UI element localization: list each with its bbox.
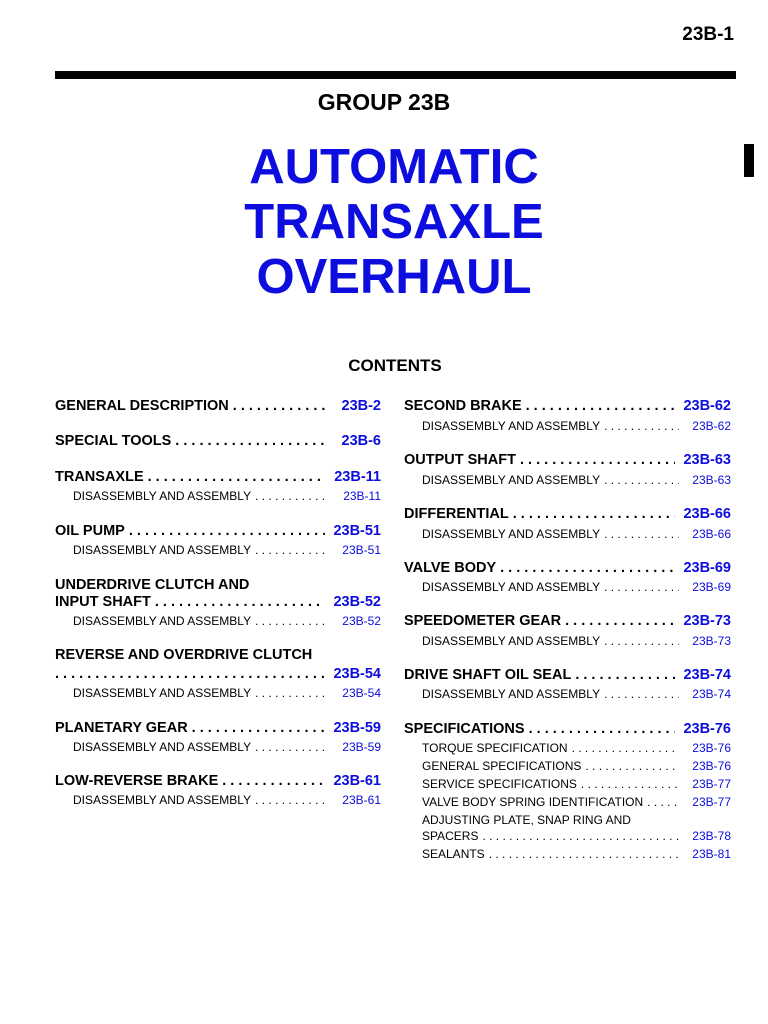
dot-leader bbox=[155, 594, 325, 610]
dot-leader bbox=[572, 741, 679, 755]
toc-entry-title: DISASSEMBLY AND ASSEMBLY bbox=[422, 527, 601, 541]
toc-entry[interactable] bbox=[404, 613, 731, 629]
toc-entry-page[interactable]: 23B-78 bbox=[692, 829, 731, 843]
toc-entry-page[interactable]: 23B-61 bbox=[333, 773, 381, 789]
toc-entry[interactable] bbox=[55, 773, 381, 789]
toc-entry[interactable] bbox=[55, 594, 381, 610]
dot-leader bbox=[581, 777, 679, 791]
toc-entry-title: SPACERS bbox=[422, 829, 479, 843]
toc-entry-title: DISASSEMBLY AND ASSEMBLY bbox=[422, 687, 601, 701]
dot-leader bbox=[255, 543, 329, 557]
toc-entry-title: VALVE BODY bbox=[404, 560, 497, 576]
toc-entry[interactable] bbox=[404, 721, 731, 737]
dot-leader bbox=[529, 721, 675, 737]
header-rule bbox=[55, 71, 736, 79]
toc-entry-title: DISASSEMBLY AND ASSEMBLY bbox=[73, 489, 252, 503]
contents-heading: CONTENTS bbox=[348, 356, 442, 375]
toc-entry-page[interactable]: 23B-81 bbox=[692, 847, 731, 861]
toc-subentry[interactable] bbox=[404, 687, 731, 701]
dot-leader bbox=[489, 847, 679, 861]
toc-entry-page[interactable]: 23B-51 bbox=[342, 543, 381, 557]
dot-leader bbox=[565, 613, 675, 629]
dot-leader bbox=[148, 469, 325, 485]
toc-entry-title: TRANSAXLE bbox=[55, 469, 144, 485]
toc-subentry[interactable] bbox=[55, 543, 381, 557]
toc-subentry[interactable] bbox=[404, 580, 731, 594]
toc-entry-title: GENERAL SPECIFICATIONS bbox=[422, 759, 582, 773]
toc-entry-title: PLANETARY GEAR bbox=[55, 720, 188, 736]
toc-entry-title: OUTPUT SHAFT bbox=[404, 452, 516, 468]
toc-entry-page[interactable]: 23B-73 bbox=[683, 613, 731, 629]
toc-entry-page[interactable]: 23B-61 bbox=[342, 793, 381, 807]
dot-leader bbox=[482, 829, 679, 843]
dot-leader bbox=[513, 506, 675, 522]
dot-leader bbox=[55, 666, 325, 682]
dot-leader bbox=[255, 614, 329, 628]
toc-entry[interactable] bbox=[55, 720, 381, 736]
toc-entry[interactable] bbox=[55, 523, 381, 539]
toc-entry-page[interactable]: 23B-69 bbox=[692, 580, 731, 594]
toc-entry[interactable] bbox=[404, 452, 731, 468]
dot-leader bbox=[520, 452, 675, 468]
toc-entry-page[interactable]: 23B-69 bbox=[683, 560, 731, 576]
toc-entry-page[interactable]: 23B-66 bbox=[683, 506, 731, 522]
toc-entry-title: DIFFERENTIAL bbox=[404, 506, 509, 522]
toc-subentry[interactable] bbox=[55, 740, 381, 754]
toc-entry-title-line1: REVERSE AND OVERDRIVE CLUTCH bbox=[55, 647, 313, 663]
dot-leader bbox=[575, 667, 675, 683]
toc-entry-title: DRIVE SHAFT OIL SEAL bbox=[404, 667, 572, 683]
toc-subentry[interactable] bbox=[404, 847, 731, 861]
toc-subentry[interactable] bbox=[55, 614, 381, 628]
toc-entry-page[interactable]: 23B-59 bbox=[333, 720, 381, 736]
dot-leader bbox=[222, 773, 325, 789]
toc-entry[interactable] bbox=[404, 506, 731, 522]
toc-entry[interactable] bbox=[404, 667, 731, 683]
toc-entry[interactable] bbox=[55, 666, 381, 682]
title-line-3: OVERHAUL bbox=[256, 250, 532, 304]
toc-entry-page[interactable]: 23B-54 bbox=[342, 686, 381, 700]
dot-leader bbox=[526, 398, 675, 414]
title-line-2: TRANSAXLE bbox=[244, 195, 544, 249]
dot-leader bbox=[604, 580, 679, 594]
toc-entry-page[interactable]: 23B-63 bbox=[683, 452, 731, 468]
toc-entry-page[interactable]: 23B-76 bbox=[692, 741, 731, 755]
toc-entry-page[interactable]: 23B-2 bbox=[341, 398, 381, 414]
dot-leader bbox=[255, 740, 329, 754]
toc-entry-page[interactable]: 23B-54 bbox=[333, 666, 381, 682]
toc-subentry[interactable] bbox=[404, 473, 731, 487]
toc-entry-page[interactable]: 23B-62 bbox=[692, 419, 731, 433]
toc-entry-page[interactable]: 23B-76 bbox=[692, 759, 731, 773]
dot-leader bbox=[604, 687, 679, 701]
toc-subentry[interactable] bbox=[55, 489, 381, 503]
toc-subentry[interactable] bbox=[404, 741, 731, 755]
dot-leader bbox=[129, 523, 325, 539]
toc-entry-page[interactable]: 23B-59 bbox=[342, 740, 381, 754]
toc-entry-title: SPECIFICATIONS bbox=[404, 721, 525, 737]
toc-entry-title: DISASSEMBLY AND ASSEMBLY bbox=[73, 740, 252, 754]
toc-entry-page[interactable]: 23B-62 bbox=[683, 398, 731, 414]
toc-entry-title: DISASSEMBLY AND ASSEMBLY bbox=[422, 419, 601, 433]
toc-entry[interactable] bbox=[404, 560, 731, 576]
toc-entry-title: TORQUE SPECIFICATION bbox=[422, 741, 568, 755]
toc-entry-title: DISASSEMBLY AND ASSEMBLY bbox=[422, 634, 601, 648]
toc-entry-page[interactable]: 23B-74 bbox=[692, 687, 731, 701]
dot-leader bbox=[233, 398, 325, 414]
toc-entry-page[interactable]: 23B-63 bbox=[692, 473, 731, 487]
dot-leader bbox=[585, 759, 679, 773]
toc-entry-title: DISASSEMBLY AND ASSEMBLY bbox=[73, 543, 252, 557]
toc-entry-title: DISASSEMBLY AND ASSEMBLY bbox=[422, 580, 601, 594]
toc-entry[interactable] bbox=[55, 433, 381, 449]
toc-entry-title: SEALANTS bbox=[422, 847, 485, 861]
dot-leader bbox=[500, 560, 675, 576]
toc-entry-title: OIL PUMP bbox=[55, 523, 125, 539]
toc-entry-title-line1: UNDERDRIVE CLUTCH AND bbox=[55, 577, 250, 593]
toc-entry-title: GENERAL DESCRIPTION bbox=[55, 398, 229, 414]
document-title bbox=[0, 140, 768, 305]
group-title: GROUP 23B bbox=[317, 89, 451, 115]
toc-entry[interactable] bbox=[55, 398, 381, 414]
dot-leader bbox=[175, 433, 325, 449]
toc-entry-title: DISASSEMBLY AND ASSEMBLY bbox=[422, 473, 601, 487]
toc-entry-page[interactable]: 23B-52 bbox=[333, 594, 381, 610]
toc-entry-title: INPUT SHAFT bbox=[55, 594, 151, 610]
toc-entry-title: DISASSEMBLY AND ASSEMBLY bbox=[73, 793, 252, 807]
toc-entry-page[interactable]: 23B-77 bbox=[692, 777, 731, 791]
dot-leader bbox=[604, 473, 679, 487]
toc-entry-title: SPEEDOMETER GEAR bbox=[404, 613, 562, 629]
toc-entry-page[interactable]: 23B-11 bbox=[343, 489, 381, 503]
toc-entry[interactable] bbox=[404, 398, 731, 414]
toc-subentry[interactable] bbox=[404, 777, 731, 791]
toc-subentry[interactable] bbox=[404, 759, 731, 773]
toc-entry-title: SPECIAL TOOLS bbox=[55, 433, 172, 449]
toc-entry-page[interactable]: 23B-77 bbox=[692, 795, 731, 809]
toc-entry-page[interactable]: 23B-74 bbox=[683, 667, 731, 683]
toc-entry-page[interactable]: 23B-73 bbox=[692, 634, 731, 648]
dot-leader bbox=[647, 795, 679, 809]
dot-leader bbox=[192, 720, 325, 736]
toc-subentry[interactable] bbox=[404, 527, 731, 541]
toc-entry-page[interactable]: 23B-11 bbox=[334, 469, 381, 485]
toc-subentry[interactable] bbox=[404, 829, 731, 843]
toc-entry-title: DISASSEMBLY AND ASSEMBLY bbox=[73, 614, 252, 628]
toc-entry-title: SECOND BRAKE bbox=[404, 398, 522, 414]
dot-leader bbox=[604, 419, 679, 433]
toc-entry-page[interactable]: 23B-52 bbox=[342, 614, 381, 628]
toc-entry-title-line1: ADJUSTING PLATE, SNAP RING AND bbox=[422, 813, 631, 827]
toc-entry-page[interactable]: 23B-76 bbox=[683, 721, 731, 737]
toc-entry-page[interactable]: 23B-66 bbox=[692, 527, 731, 541]
dot-leader bbox=[255, 686, 329, 700]
toc-entry-title: SERVICE SPECIFICATIONS bbox=[422, 777, 577, 791]
toc-subentry[interactable] bbox=[404, 419, 731, 433]
toc-subentry[interactable] bbox=[55, 686, 381, 700]
toc-entry[interactable] bbox=[55, 469, 381, 485]
toc-subentry[interactable] bbox=[404, 795, 731, 809]
page-number: 23B-1 bbox=[682, 24, 734, 45]
toc-subentry[interactable] bbox=[404, 634, 731, 648]
toc-entry-title: DISASSEMBLY AND ASSEMBLY bbox=[73, 686, 252, 700]
title-line-1: AUTOMATIC bbox=[249, 140, 539, 194]
dot-leader bbox=[604, 634, 679, 648]
dot-leader bbox=[604, 527, 679, 541]
dot-leader bbox=[255, 793, 329, 807]
toc-entry-page[interactable]: 23B-6 bbox=[341, 433, 381, 449]
toc-subentry[interactable] bbox=[55, 793, 381, 807]
toc-entry-page[interactable]: 23B-51 bbox=[333, 523, 381, 539]
dot-leader bbox=[255, 489, 329, 503]
toc-entry-title: LOW-REVERSE BRAKE bbox=[55, 773, 219, 789]
toc-entry-title: VALVE BODY SPRING IDENTIFICATION bbox=[422, 795, 644, 809]
